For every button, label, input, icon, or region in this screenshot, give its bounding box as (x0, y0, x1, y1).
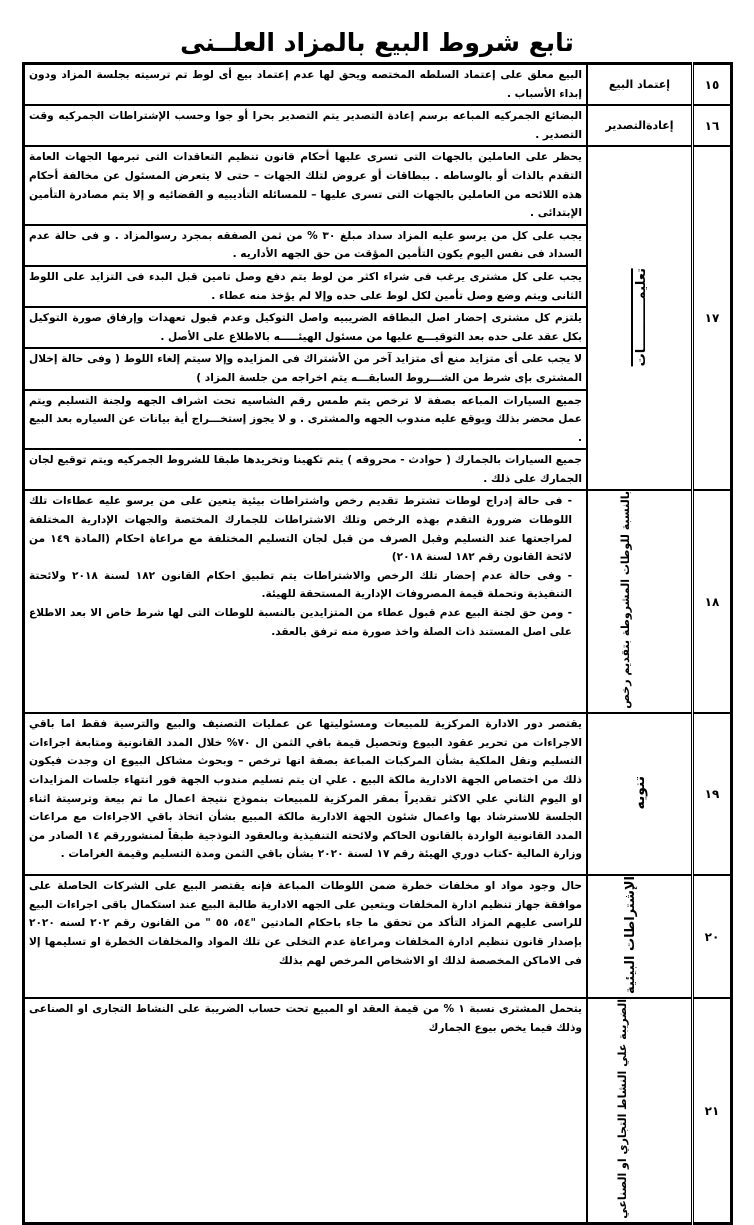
row-text: حال وجود مواد او مخلفات خطرة ضمن اللوطات المباعة فإنه يقتصر البيع على الشركات الحاصلة على موافقة جهاز تنظيم ادارة المخلفات ويتعين على الجهه الادارية طالبة البيع عند استكمال باقى اجراءات البيع للراسى عليهم المزاد التأكد من تحقق ما جاء باحكام المادتين "٥٤، ٥٥ " من القانون رقم ٢٠٢ لسنه ٢٠٢٠ بإصدار قانون تنظيم ادارة المخلفات ومراعاة عدم التخلى عن تلك المواد والمخلفات الخطرة او تسليمها إلا فى الاماكن المخصصة لذلك او الاشخاص المرخص لهم بذلك (24, 875, 588, 998)
table-row (24, 490, 732, 713)
table-row (24, 64, 732, 106)
row-text: لا يجب على أى متزايد منع أى متزايد آخر من الأشتراك فى المزايده وإلا سيتم إلغاء اللوط ( وفى حالة إخلال المشترى بإى شرط من الشـــروط السابقـــه يتم اخراجه من جلسة المزاد ) (24, 348, 588, 389)
row-text: البضائع الجمركيه المباعه برسم إعادة التصدير يتم التصدير بحرا أو جوا وحسب الإشتراطات الجمركيه وقت التصدير . (24, 105, 588, 146)
row-number: ١٥ (693, 64, 732, 106)
row-number: ١٨ (693, 490, 732, 713)
row-label: إعتماد البيع (587, 64, 693, 106)
row-number: ٢١ (693, 998, 732, 1223)
page-title: تابع شروط البيع بالمزاد العلــنى (180, 28, 574, 57)
row-label: الضريبة علي النشاط التجاري او الصناعي (615, 999, 629, 1219)
row-text: يجب على كل من يرسو عليه المزاد سداد مبلغ ٣٠ % من ثمن الصفقه بمجرد رسوالمزاد . و فى حالة عدم السداد فى نفس اليوم يكون التأمين المؤقت من حق الجهه الأداريه . (24, 225, 588, 266)
row-label: تعليمـــــــــــات (631, 268, 649, 366)
list-item: - وفى حالة عدم إحضار تلك الرخص والاشتراطات يتم تطبيق احكام القانون ١٨٢ لسنة ٢٠١٨ ولائحتة التنفيذية وتحملة قيمة المصروفات الإدارية المستحقة للهيئة. (29, 567, 572, 604)
row-label-cell (587, 713, 693, 875)
table-row (24, 875, 732, 998)
table-row (24, 146, 732, 224)
row-label: إعادةالتصدير (587, 105, 693, 146)
row-text: جميع السيارات بالجمارك ( حوادث - محروقه ) يتم تكهينا وتخريدها طبقا للشروط الجمركيه ويتم توقيع لجان الجمارك على ذلك . (24, 449, 588, 490)
table-row (24, 105, 732, 146)
row-label: الإشتراطات البيئية (622, 876, 638, 995)
terms-table (22, 62, 733, 1225)
row-text: البيع معلق على إعتماد السلطه المختصه ويحق لها عدم إعتماد بيع أى لوط تم ترسيته بجلسة المزاد ودون إبداء الأسباب . (24, 64, 588, 106)
list-item: - فى حالة إدراج لوطات تشترط تقديم رخص واشتراطات بيئية يتعين على من يرسو عليه عطاءات تلك اللوطات ضرورة التقدم بهذه الرخص وتلك الاشتراطات للجمارك المختصة والجهات الإدارية المختلفة لمراجعتها عند التسليم وقبل الصرف من قبل لجان التسليم المختلفة مع مراعاة احكام (المادة ١٤٩ من لائحة القانون رقم ١٨٢ لسنة ٢٠١٨) (29, 492, 572, 566)
row-label-cell (587, 875, 693, 998)
row-label: تنويه (631, 775, 648, 810)
row-text: يجب على كل مشترى يرغب فى شراء اكثر من لوط يتم دفع وصل تامين قبل البدء فى التزايد على اللوط الثانى ويتم وضع وصل تأمين لكل لوط على حده وإلا لم يؤخذ منه عطاء . (24, 266, 588, 307)
row-label-cell (587, 146, 693, 490)
list-item: - ومن حق لجنة البيع عدم قبول عطاء من المتزايدين بالنسبة للوطات التى لها شرط خاص الا بعد الاطلاع على اصل المستند ذات الصلة واخذ صورة منه ترفق بالعقد. (29, 604, 572, 641)
table-row (24, 998, 732, 1223)
bullet-list (29, 492, 582, 641)
row-number: ١٧ (693, 146, 732, 490)
row-text: جميع السيارات المباعه بصفة لا ترخص يتم طمس رقم الشاسيه تحت اشراف الجهه ولجنة التسليم ويتم عمل محضر بذلك ويوقع عليه مندوب الجهه والمشترى . و لا يجوز إستخـــراج أية بيانات عن السياره بعد البيع . (24, 390, 588, 450)
row-text-cell (24, 490, 588, 713)
row-number: ١٩ (693, 713, 732, 875)
row-text: يقتصر دور الادارة المركزية للمبيعات ومسئوليتها عن عمليات التصنيف والبيع والترسية فقط اما باقي الاجراءات من تحرير عقود البيوع وتحصيل قيمة باقي الثمن ال ٧٠% خلال المدد القانونية ومتابعة اجراءات التسليم ونقل الملكية بشأن المركبات المباعة بصفة انها ترخص – وبحوث مشاكل البيوع ان وجدت فيكون ذلك من اختصاص الجهة الادارية مالكة البيع . علي ان يتم تسليم مندوب الجهة فور انتهاء جلسات المزايدات او اليوم الثاني علي الاكثر تقديراً بمقر المركزية للمبيعات بنموذج نتيجة اعمال ما تم بيعة وترسيتة اثناء الجلسة للاسترشاد بها واعمال شئون الجهة الادارية مالكة المبيع بشأن اتخاذ باقي الاجراءات مع مراعات المدد القانونية الواردة بالقانون الحاكم ولائحته التنفيذية وبالعقود النوذجية طبقاً لمنشوررقم ١٤ الصادر من وزارة المالية -كتاب دوري الهيئة رقم ١٧ لسنة ٢٠٢٠ بشأن باقي الثمن ومدة التسليم وقيمة الغرامات . (24, 713, 588, 875)
row-text: يلتزم كل مشترى إحضار اصل البطاقه الضريبيه واصل التوكيل وعدم قبول تعهدات وإرفاق صورة التوكيل بكل عقد على حده بعد التوقيـــع عليها من مسئول الهيئـــــه بالاطلاع على الأصل . (24, 307, 588, 348)
row-number: ١٦ (693, 105, 732, 146)
table-row (24, 713, 732, 875)
row-text: يحظر على العاملين بالجهات التى تسرى عليها أحكام قانون تنظيم التعاقدات التى تبرمها الجهات العامة التقدم بالذات أو بالوساطه . ببطاقات أو عروض لتلك الجهات – حتى لا يتعرض المسئول عن مخالفة أحكام هذه اللائحه من العاملين بالجهات التى تسرى عليها – للمسائله التأديبيه و القضائيه و إلا يتم مصادرة التأمين الإبتدائى . (24, 146, 588, 224)
row-label: بالنسبة للوطات المشروطة بتقديم رخص (618, 491, 632, 710)
row-label-cell (587, 998, 693, 1223)
row-number: ٢٠ (693, 875, 732, 998)
row-text: يتحمل المشترى نسبة ١ % من قيمة العقد او المبيع تحت حساب الضريبة على النشاط التجارى او الصناعى وذلك فيما يخص بيوع الجمارك (24, 998, 588, 1223)
row-label-cell (587, 490, 693, 713)
